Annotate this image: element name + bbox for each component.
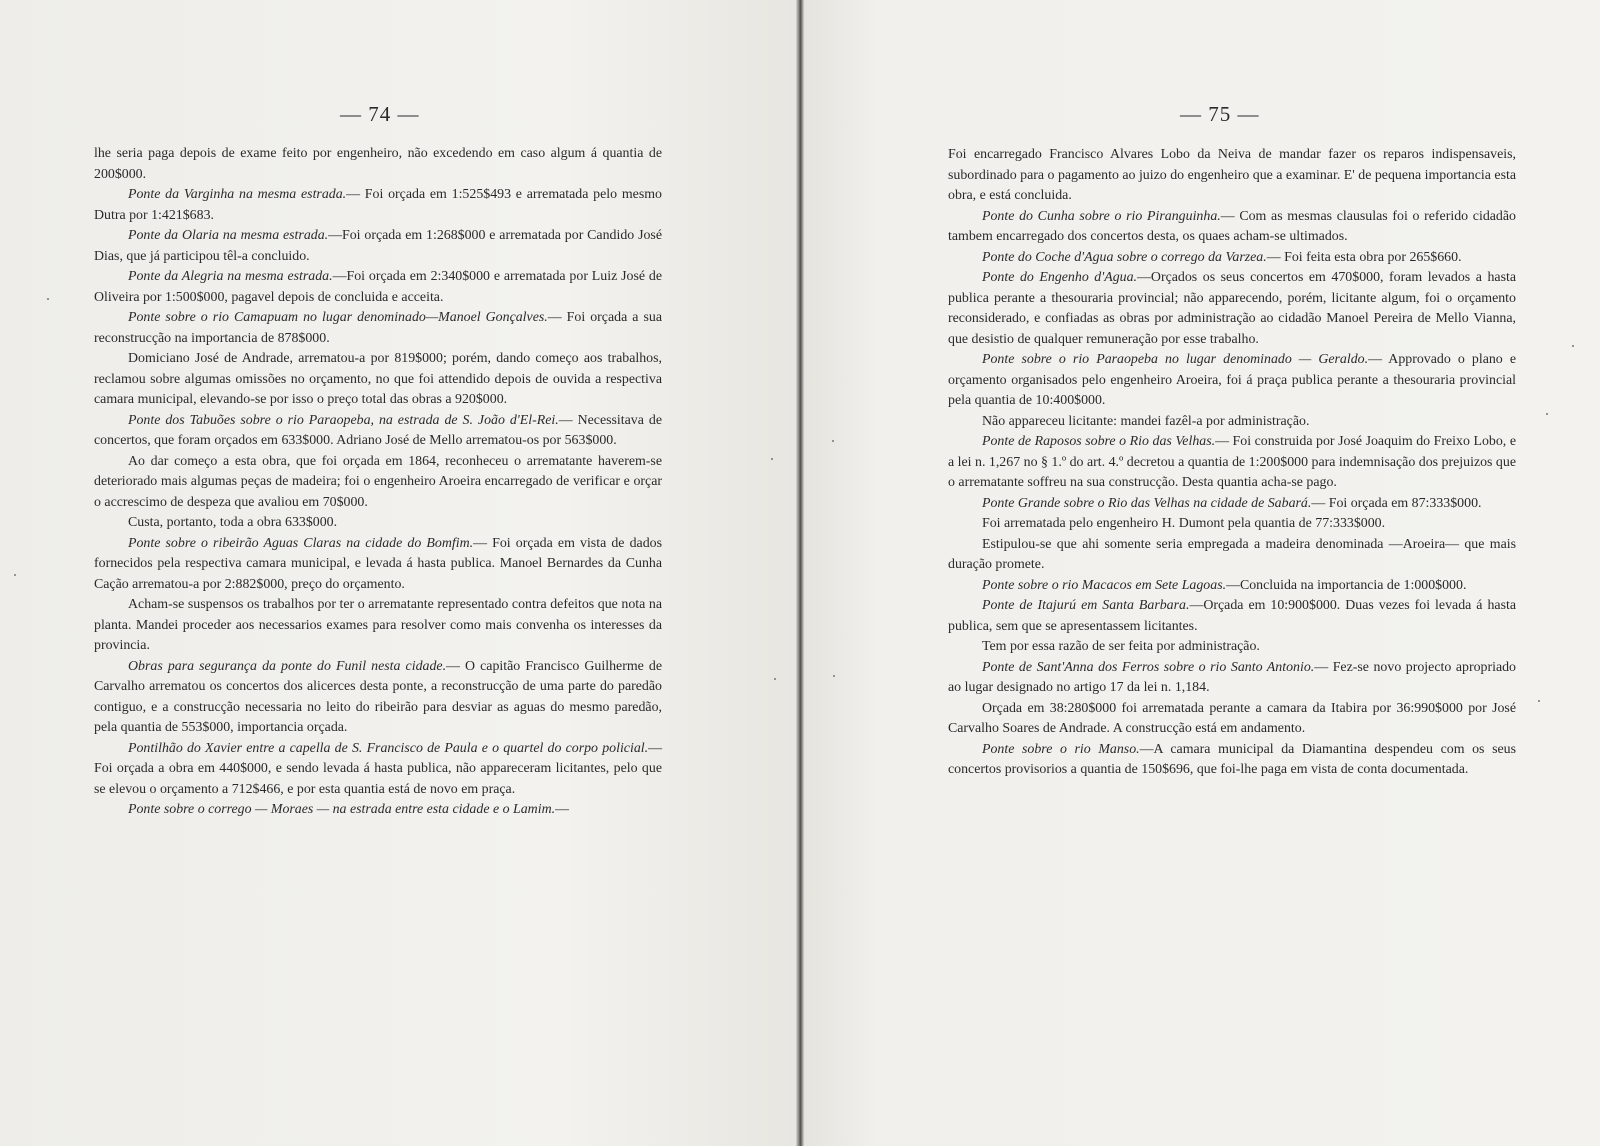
paragraph-text: Acham-se suspensos os trabalhos por ter o arrematante representado contra defeitos que nota na planta. Mandei proceder aos necessarios exames para resolver como mais convenha os interesses da provincia. — [94, 597, 662, 653]
paragraph — [948, 740, 1516, 781]
paragraph-title: Obras para segurança da ponte do Funil nesta cidade. — [128, 658, 447, 674]
paragraph-text: — Foi feita esta obra por 265$660. — [1266, 249, 1462, 265]
paragraph — [94, 800, 662, 821]
paragraph-text: — Foi construida por José Joaquim do Freixo Lobo, e a lei n. 1,267 no § 1.º do art. 4.º decretou a quantia de 1:200$000 para indemnisação dos prejuizos que o arrematante soffreu na sua construcção. Desta quantia acha-se pago. — [948, 434, 1516, 490]
paragraph-text: lhe seria paga depois de exame feito por engenheiro, não excedendo em caso algum á quantia de 200$000. — [94, 146, 662, 182]
left-text-block — [94, 144, 662, 821]
paragraph-text: — Foi orçada em 1:525$493 e arrematada pelo mesmo Dutra por 1:421$683. — [94, 187, 662, 223]
right-text-block — [948, 145, 1516, 781]
paragraph-text: — Foi orçada em vista de dados fornecidos pela respectiva camara municipal, e levada á hasta publica. Manoel Bernardes da Cunha Cação arrematou-a por 2:882$000, preço do orçamento. — [94, 535, 662, 592]
page-number-left: — 74 — — [340, 102, 420, 126]
paragraph — [948, 145, 1516, 207]
paragraph-title: Pontilhão do Xavier entre a capella de S. Francisco de Paula e o quartel do corpo policial. — [128, 740, 649, 756]
paragraph-text: Ao dar começo a esta obra, que foi orçada em 1864, reconheceu o arrematante haverem-se deteriorado mais algumas peças de madeira; foi o engenheiro Aroeira encarregado de verificar e orçar o accrescimo de despeza que avaliou em 70$000. — [94, 453, 662, 510]
paragraph — [948, 268, 1516, 350]
paragraph-text: — Com as mesmas clausulas foi o referido cidadão tambem encarregado dos concertos desta, os quaes acham-se ultimados. — [948, 208, 1516, 244]
right-page — [800, 0, 1600, 1146]
paragraph — [94, 144, 662, 185]
paragraph-text: —A camara municipal da Diamantina despendeu com os seus concertos provisorios a quantia de 150$696, que foi-lhe paga em vista de conta documentada. — [948, 741, 1516, 777]
paragraph — [948, 658, 1516, 699]
paragraph — [94, 534, 662, 596]
paragraph — [948, 637, 1516, 658]
paragraph — [948, 699, 1516, 740]
paragraph-text: Custa, portanto, toda a obra 633$000. — [128, 515, 338, 530]
paragraph-text: Estipulou-se que ahi somente seria empregada a madeira denominada —Aroeira— que mais duração promete. — [948, 536, 1516, 572]
paragraph — [94, 452, 662, 514]
paragraph — [94, 739, 662, 801]
paragraph-text: Foi encarregado Francisco Alvares Lobo da Neiva de mandar fazer os reparos indispensaveis, subordinado para o pagamento ao juizo do engenheiro que a examinar. E' de pequena importancia esta obra, e está concluida. — [948, 147, 1516, 203]
paragraph-text: —Orçados os seus concertos em 470$000, foram levados a hasta publica perante a thesouraria provincial; não apparecendo, porém, licitante algum, foi o orçamento reconsiderado, e confiadas as obras por administração ao cidadão Manoel Pereira de Mello Vianna, que desistio de qualquer remuneração por esse trabalho. — [948, 270, 1516, 347]
paragraph — [94, 657, 662, 739]
paragraph-title: Ponte sobre o ribeirão Aguas Claras na cidade do Bomfim. — [128, 535, 474, 551]
paragraph-text: Tem por essa razão de ser feita por administração. — [982, 639, 1260, 654]
paragraph-text: —Orçada em 10:900$000. Duas vezes foi levada á hasta publica, sem que se apresentassem licitantes. — [948, 598, 1516, 634]
paragraph-text: — Necessitava de concertos, que foram orçados em 633$000. Adriano José de Mello arrematou-os por 563$000. — [94, 412, 662, 448]
paragraph-title: Ponte de Raposos sobre o Rio das Velhas. — [982, 434, 1216, 449]
paragraph — [948, 412, 1516, 433]
paragraph-title: Ponte sobre o rio Manso. — [982, 741, 1140, 757]
paragraph — [94, 226, 662, 267]
paragraph — [948, 248, 1516, 269]
paragraph-title: Ponte da Alegria na mesma estrada. — [128, 269, 333, 284]
paragraph — [94, 513, 662, 534]
paragraph — [948, 350, 1516, 412]
paragraph-title: Ponte do Engenho d'Agua. — [982, 270, 1138, 285]
paragraph-title: Ponte da Olaria na mesma estrada. — [128, 228, 329, 243]
paragraph — [948, 576, 1516, 597]
paragraph-title: Ponte sobre o corrego — Moraes — na estrada entre esta cidade e o Lamim. — [128, 802, 556, 817]
paragraph — [948, 535, 1516, 576]
paragraph — [948, 432, 1516, 494]
paragraph-text: — Fez-se novo projecto apropriado ao lugar designado no artigo 17 da lei n. 1,184. — [948, 659, 1517, 695]
paragraph-text: — — [555, 802, 569, 817]
paragraph — [94, 349, 662, 411]
paragraph-title: Ponte de Itajurú em Santa Barbara. — [982, 598, 1190, 613]
paragraph-text: —Concluida na importancia de 1:000$000. — [1226, 577, 1467, 593]
paragraph-title: Ponte da Varginha na mesma estrada. — [128, 187, 347, 202]
paragraph-text: — Foi orçada a sua reconstrucção na importancia de 878$000. — [94, 310, 662, 346]
paragraph-text: Foi arrematada pelo engenheiro H. Dumont pela quantia de 77:333$000. — [982, 516, 1386, 531]
paragraph-title: Ponte dos Tabuões sobre o rio Paraopeba, na estrada de S. João d'El-Rei. — [128, 412, 559, 428]
paragraph-text: — Foi orçada a obra em 440$000, e sendo levada á hasta publica, não appareceram licitantes, pelo que se elevou o orçamento a 712$466, e por esta quantia está de novo em praça. — [94, 740, 662, 797]
paragraph — [948, 596, 1516, 637]
paragraph-title: Ponte do Cunha sobre o rio Piranguinha. — [982, 208, 1221, 224]
paragraph — [948, 207, 1516, 248]
book-gutter — [796, 0, 804, 1146]
paragraph — [94, 185, 662, 226]
paragraph-text: — Foi orçada em 87:333$000. — [1311, 495, 1482, 511]
paragraph-title: Ponte sobre o rio Paraopeba no lugar denominado — Geraldo. — [982, 352, 1369, 367]
paragraph-text: Orçada em 38:280$000 foi arrematada perante a camara da Itabira por 36:990$000 por José Carvalho Soares de Andrade. A construcção está em andamento. — [948, 700, 1516, 736]
paragraph-text: — Approvado o plano e orçamento organisados pelo engenheiro Aroeira, foi á praça publica perante a thesouraria provincial pela quantia de 10:400$000. — [948, 352, 1516, 408]
paragraph — [948, 494, 1516, 515]
paragraph — [94, 308, 662, 349]
paragraph-title: Ponte sobre o rio Camapuam no lugar denominado—Manoel Gonçalves. — [128, 310, 548, 325]
paragraph-text: —Foi orçada em 2:340$000 e arrematada por Luiz José de Oliveira por 1:500$000, pagavel depois de concluida e acceita. — [94, 269, 662, 305]
paragraph-title: Ponte Grande sobre o Rio das Velhas na cidade de Sabará. — [982, 495, 1312, 511]
paragraph-text: Domiciano José de Andrade, arrematou-a por 819$000; porém, dando começo aos trabalhos, reclamou sobre algumas omissões no orçamento, no que foi attendido depois de ouvida a respectiva camara municipal, elevando-se por isso o preço total das obras a 920$000. — [94, 351, 662, 407]
page-number-right: — 75 — — [1180, 102, 1260, 126]
paragraph — [94, 411, 662, 452]
paragraph-text: — O capitão Francisco Guilherme de Carvalho arrematou os concertos dos alicerces desta ponte, a reconstrucção de uma parte do paredão contiguo, e a construcção necessaria no leito do ribeirão para desviar as aguas do mesmo paredão, pela quantia de 553$000, importancia orçada. — [94, 658, 662, 735]
paragraph-text: Não appareceu licitante: mandei fazêl-a por administração. — [982, 413, 1310, 429]
paragraph-title: Ponte do Coche d'Agua sobre o corrego da Varzea. — [982, 249, 1267, 265]
paragraph — [948, 514, 1516, 535]
paragraph — [94, 595, 662, 657]
paragraph-text: —Foi orçada em 1:268$000 e arrematada por Candido José Dias, que já participou têl-a concluido. — [94, 228, 662, 264]
paragraph-title: Ponte de Sant'Anna dos Ferros sobre o rio Santo Antonio. — [982, 659, 1315, 675]
paragraph — [94, 267, 662, 308]
paragraph-title: Ponte sobre o rio Macacos em Sete Lagoas. — [982, 577, 1227, 593]
